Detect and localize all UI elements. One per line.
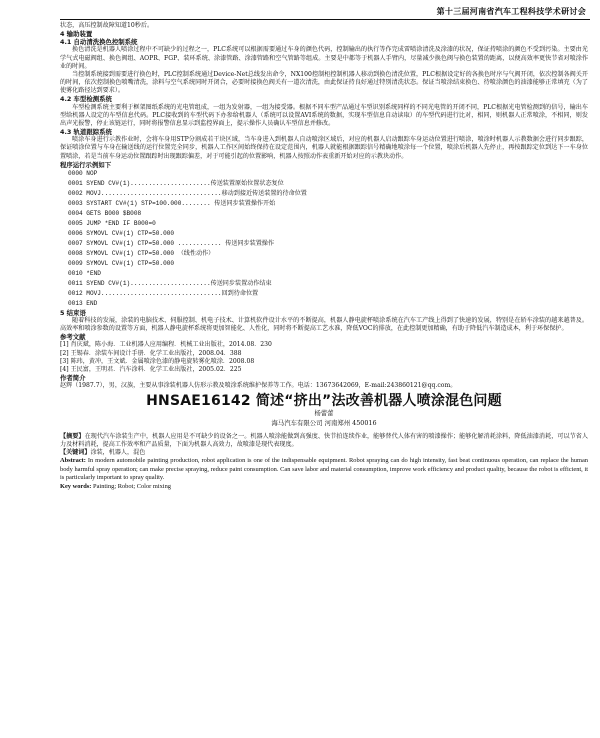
program-line: 0010 *END <box>68 269 101 277</box>
conclusion-heading: 5 结束语 <box>60 308 86 317</box>
conclusion-text: 随着科技的发展，涂装的电脑技术、伺服控制、机电子技术、计算机软件设计水平的不断提高，机器人静电旋杯喷涂系统在汽车工产线上得到了快速的发展，特别是在轿车涂装的越来越普及。高效率和喷涂参数的设置等方面，机器人静电旋杯系统将更加智能化、人性化，同时将不断提高工艺水准，降低VOC的排放，在此控制更加精确，有助于降低汽车制造成本，利于环保保护。 <box>60 316 588 333</box>
paragraph: 当控制系统接到需要进行换色时，PLC控制系统通过Device-Net总线发出命令，NX100控制柜控制机器人移动到换色清洗位置，PLC根据设定好的各换色时序与气阀开闭，依次控制各阀关开的时间，依次控制换色喷嘴清洗，涂料与空气系统同时开闭合，必要时接换色阀关有一道次清洗，由此保证持良好通过特别清洗状态。保证当喷涂结束换色、待喷涂颜色的油漆能够正常填充（为了使雾化路径达到要求）。 <box>60 70 588 95</box>
reference-item: [2] 王锡春．涂装车间设计手册．化学工业出版社，2008.04．388 <box>60 349 242 357</box>
abstract-label: 【摘要】 <box>60 432 85 440</box>
program-line: 0003 SYSTART CV#(1) STP=100.000........ 传送同步装置操作开始 <box>68 199 276 207</box>
program-line: 0001 SYEND CV#(1)......................传送装置原始位置状态复位 <box>68 179 284 187</box>
keywords-text: 涂装，机器人，混色 <box>90 449 146 457</box>
section-heading: 4.1 自动清洗换色控制系统 <box>60 38 138 47</box>
keywords-en-text: Painting; Robot; Color mixing <box>93 482 171 490</box>
program-line: 0004 GETS B000 $B008 <box>68 209 142 217</box>
paragraph: 车型检测系统主要利于框架图纸系统的光电管组成，一组为发射器，一组为接受器。根据不同车型产品通过车型识别系统同样的不同光电管的开闭不同，PLC根据光电管检测到的信号，输出车型给机器人设定的车型信息代码。PLC接收到的车型代码下办参给机器人（系统可以设置AVI系统的数据，实现车型信息自动读取）的车型代码进行比对，相同，则机器人正常喷涂，不相同，则发出声光报警，停止该链运行，同时将报警信息显示到监控界面上，提示操作人员确认车型信息并修改。 <box>60 103 588 127</box>
abstract-cn <box>60 433 588 449</box>
program-heading: 程序运行示例如下 <box>60 160 112 169</box>
program-line: 0013 END <box>68 299 98 307</box>
abstract-en <box>60 457 588 482</box>
article-body <box>60 22 588 491</box>
next-article-title: HNSAE16142 简述“挤出”法改善机器人喷涂混色问题 <box>146 393 502 410</box>
program-line: 0006 SYMOVL CV#(1) CTP=50.000 <box>68 229 175 237</box>
section-heading: 4.2 车型检测系统 <box>60 95 112 104</box>
paragraph: 换色清洗是机器人喷涂过程中不可缺少的过程之一，PLC系统可以根据需要通过车身的颜色代码，控制输出的执行等作完成雷喷涂清洗及涂漆的状况，保证持喷涂的颜色不受到污染。主要由光学气式电磁阀组、换色阀组、AOPR、FGP、装环系统、涂漆管路、涂漆管路和空气管路等组成。主要是中都等于机器人手臂内，尽量减少换色阀与换色装置的距离，以便高效率更快节省对喷涂作业的时间。 <box>60 46 588 70</box>
journal-header: 第十三届河南省汽车工程科技学术研讨会 <box>436 7 586 16</box>
keywords-en-label: Key words: <box>60 482 92 490</box>
program-line: 0012 MOVJ.................................回到待命位置 <box>68 289 259 297</box>
program-line: 0007 SYMOVL CV#(1) CTP=50.000 ............ 传送同步装置操作 <box>68 239 274 247</box>
program-line: 0000 NOP <box>68 169 98 177</box>
author-bio-text: 赵辉（1987.7），男，汉族，主要从事涂装机器人仿形示教及喷涂系统维护保养等工作。电话：13673642069，E-mail:243860121@qq.com。 <box>60 382 457 390</box>
keywords-cn <box>60 449 588 457</box>
abstract-en-text: In modern automobile painting production, robot application is one of the indispensable equipment. Robot spraying can do high intensity, fast beat continuous operation, can replace the human body harmful spray operation; can make precise spraying, reduce paint consumption. Can save labor and material consumption, improve work efficiency and product quality, because the robot is efficient, it is particularly important to spray quality. <box>60 457 588 482</box>
next-article-affiliation: 海马汽车有限公司 河南郑州 450016 <box>271 418 377 427</box>
section-heading: 4.3 轨道跟踪系统 <box>60 128 112 137</box>
abstract-text: 在现代汽车涂装生产中，机器人应用是不可缺少的设备之一。机器人喷涂能做到高强度、快节拍连续作业，能够替代人体有害的喷漆操作；能够化解消耗涂料，降低油漆消耗，可以节省人力及材料消耗，提高工作效率和产品质量，下面为机器人高效力，故喷漆是现代表现度。 <box>60 432 589 448</box>
program-line: 0002 MOVJ.................................移动到接近传送装置的待命位置 <box>68 189 307 197</box>
program-line: 0009 SYMOVL CV#(1) CTP=50.000 <box>68 259 175 267</box>
references-heading: 参考文献 <box>60 333 86 342</box>
program-line: 0008 SYMOVL CV#(1) CTP=50.000 （线性动作） <box>68 249 215 257</box>
program-line: 0005 JUMP *END IF B000=0 <box>68 219 156 227</box>
abstract-en-label: Abstract: <box>60 457 86 465</box>
reference-item: [3] 陈玮，黄冲，王文斌．金属喷涂色漆的静电旋转雾化喷涂．2008.08 <box>60 357 255 365</box>
paragraph: 喷涂车身进行示教作业时，会将车身用STP分割成若干块区域，当车身进入到机器人自动喷涂区域后，对应的机器人启动跟踪车身运动位置进行喷涂，喷涂时机器人示教数据会进行同步跟踪，保证喷涂位置与车身在输送线的运行位置完全同步，机器人工作区间始终保持在设定范围内，机器人就能根据跟踪信号精确地喷涂每一个位置，喷涂后机器人先停止，再按跟踪定位到达下一车身位置喷涂，若是当前车身运动位置跟踪时出现跟踪偏差，对于可能引起的位置影响，机器人按照动作表重新开始对应的示教块动作。 <box>60 136 588 160</box>
section-heading: 4 输助装置 <box>60 30 93 39</box>
program-listing <box>60 169 588 309</box>
header-rule <box>60 19 590 20</box>
keywords-en <box>60 483 588 491</box>
reference-item: [1] 肖庆斌，陈小海．工业机器人应用编程．机械工业出版社，2014.08．230 <box>60 341 272 349</box>
author-bio-heading: 作者简介 <box>60 374 86 383</box>
program-line: 0011 SYEND CV#(1)......................传送同步装置动作结束 <box>68 279 272 287</box>
intro-line: 状态，高压控制故障知道10秒后。 <box>60 22 154 29</box>
reference-item: [4] 王民富，王明君．汽车涂料．化学工业出版社，2005.02．225 <box>60 365 242 373</box>
keywords-label: 【关键词】 <box>60 449 91 457</box>
next-article-author: 杨蕾蕾 <box>314 408 334 417</box>
